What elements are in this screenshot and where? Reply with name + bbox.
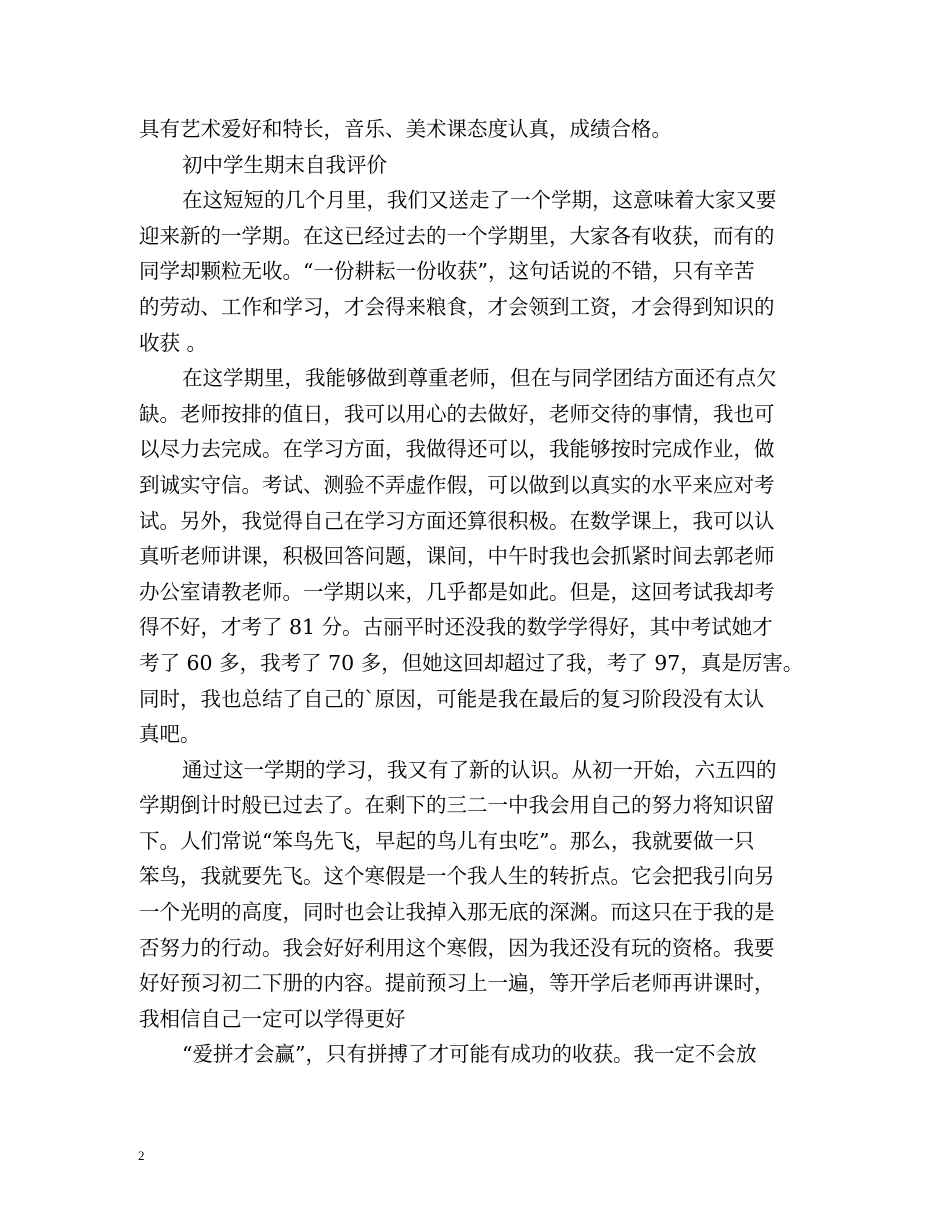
text-line: 同学却颗粒无收。“一份耕耘一份收获”，这句话说的不错，只有辛苦 — [139, 259, 755, 284]
text-line: 通过这一学期的学习，我又有了新的认识。从初一开始，六五四的 — [182, 757, 777, 782]
text-line: 真听老师讲课，积极回答问题，课间，中午时我也会抓紧时间去郭老师 — [139, 544, 775, 569]
text-line: 同时，我也总结了自己的`原因，可能是我在最后的复习阶段没有太认 — [139, 686, 765, 711]
text-line: 考了 60 多，我考了 70 多，但她这回却超过了我，考了 97，真是厉害。 — [139, 650, 804, 675]
page-number: 2 — [138, 1148, 145, 1163]
text-line: 在这短短的几个月里，我们又送走了一个学期，这意味着大家又要 — [182, 188, 777, 213]
text-line: 缺。老师按排的值日，我可以用心的去做好，老师交待的事情，我也可 — [139, 401, 775, 426]
text-line: 得不好，才考了 81 分。古丽平时还没我的数学学得好，其中考试她才 — [139, 615, 773, 640]
text-line: 到诚实守信。考试、测验不弄虚作假，可以做到以真实的水平来应对考 — [139, 472, 775, 497]
text-line: “爱拼才会赢”，只有拼搏了才可能有成功的收获。我一定不会放 — [182, 1042, 757, 1067]
text-line: 学期倒计时般已过去了。在剩下的三二一中我会用自己的努力将知识留 — [139, 793, 775, 818]
text-line: 以尽力去完成。在学习方面，我做得还可以，我能够按时完成作业，做 — [139, 437, 775, 462]
text-line: 的劳动、工作和学习，才会得来粮食，才会领到工资，才会得到知识的 — [139, 294, 775, 319]
section-heading: 初中学生期末自我评价 — [182, 152, 387, 177]
text-line: 我相信自己一定可以学得更好 — [139, 1006, 406, 1031]
text-line: 否努力的行动。我会好好利用这个寒假，因为我还没有玩的资格。我要 — [139, 935, 775, 960]
text-line: 办公室请教老师。一学期以来，几乎都是如此。但是，这回考试我却考 — [139, 579, 775, 604]
text-line: 笨鸟，我就要先飞。这个寒假是一个我人生的转折点。它会把我引向另 — [139, 864, 775, 889]
text-line: 具有艺术爱好和特长，音乐、美术课态度认真，成绩合格。 — [139, 117, 672, 141]
text-line: 在这学期里，我能够做到尊重老师，但在与同学团结方面还有点欠 — [182, 366, 777, 391]
text-line: 一个光明的高度，同时也会让我掉入那无底的深渊。而这只在于我的是 — [139, 900, 775, 925]
text-line: 迎来新的一学期。在这已经过去的一个学期里，大家各有收获，而有的 — [139, 223, 775, 248]
text-line: 下。人们常说“笨鸟先飞，早起的鸟儿有虫吃”。那么，我就要做一只 — [139, 828, 755, 853]
text-line: 真吧。 — [139, 722, 201, 747]
text-line: 好好预习初二下册的内容。提前预习上一遍，等开学后老师再讲课时， — [139, 971, 775, 996]
text-line: 试。另外，我觉得自己在学习方面还算很积极。在数学课上，我可以认 — [139, 508, 775, 533]
text-line: 收获 。 — [139, 330, 208, 355]
document-body — [139, 112, 815, 1073]
